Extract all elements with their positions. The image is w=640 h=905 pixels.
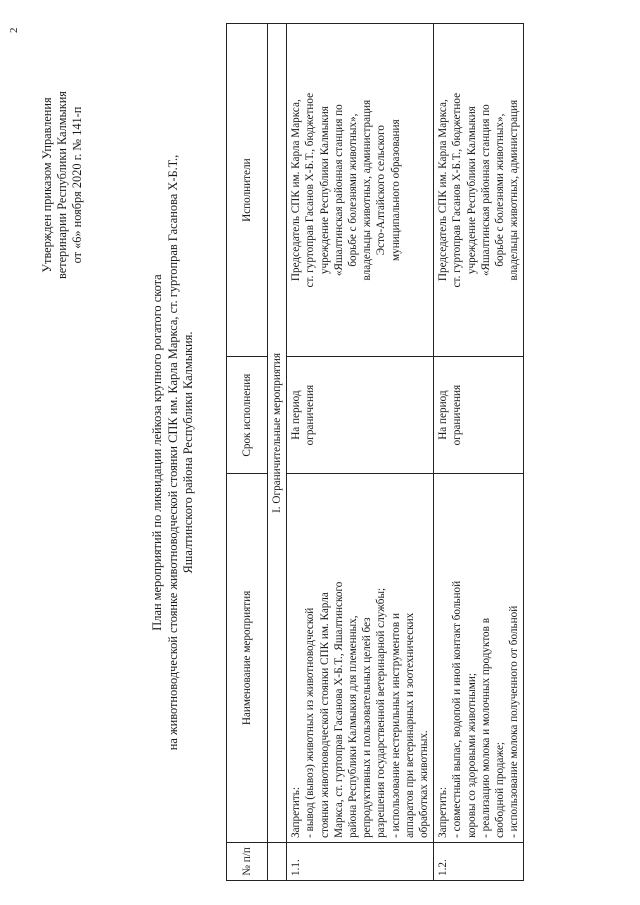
header-executors: Исполнители (227, 24, 268, 357)
executors-cell (434, 24, 524, 357)
term-line: ограничения (304, 384, 317, 446)
measure-line: свободной продаже; (494, 741, 507, 838)
executor-line: ст. гуртоправ Гасанов Х-Б.Т., бюджетное (304, 92, 317, 288)
executor-line: борьбе с болезнями животных», (494, 113, 507, 267)
approval-stamp (40, 35, 85, 335)
header-term: Срок исполнения (227, 357, 268, 474)
section-spacer (268, 842, 287, 880)
measure-line: - совместный выпас, водопой и иной контакт больной (451, 580, 464, 838)
row-number: 1.1. (287, 842, 434, 880)
approval-line: Утвержден приказом Управления (40, 97, 54, 273)
measure-name (434, 473, 524, 842)
executor-line: владельцы животных, администрация (508, 99, 521, 281)
term-line: ограничения (451, 384, 464, 446)
table-row (434, 24, 524, 881)
measure-name (287, 473, 434, 842)
executor-line: «Яшалтинская районная станция по (479, 104, 492, 277)
executor-line: муниципального образования (389, 119, 402, 261)
measure-line: Запретить: (290, 786, 303, 838)
approval-line: ветеринарии Республики Калмыкия (55, 91, 69, 279)
measure-line: - использование молока полученного от больной (508, 605, 521, 838)
measure-line: района Республики Калмыкия для племенных, (347, 615, 360, 838)
header-num: № п/п (227, 842, 268, 880)
executor-line: владельцы животных, администрация (361, 99, 374, 281)
executor-line: ст. гуртоправ Гасанов Х-Б.Т., бюджетное (451, 92, 464, 288)
page-number: 2 (8, 27, 20, 33)
executor-line: Председатель СПК им. Карла Маркса, (290, 99, 303, 282)
measure-line: репродуктивных и пользовательных целей без (361, 617, 374, 838)
section-row (268, 24, 287, 881)
measure-line: - реализацию молока и молочных продуктов в (479, 617, 492, 838)
table-header-row (227, 24, 268, 881)
executor-line: борьбе с болезнями животных», (347, 113, 360, 267)
term-cell (287, 357, 434, 474)
measure-line: - вывод (вывоз) животных из животноводческой (304, 607, 317, 838)
section-title: I. Ограничительные мероприятия (268, 24, 287, 843)
measure-line: - использование нестерильных инструментов и (389, 613, 402, 838)
measure-line: Маркса, ст. гуртоправ Гасанова Х-Б.Т., Яшалтинского (332, 581, 345, 838)
title-line: Яшалтинского района Республики Калмыкия. (181, 331, 195, 574)
measure-line: разрешения государственной ветеринарной службы; (375, 587, 388, 838)
measure-line: коровы со здоровыми животными; (465, 673, 478, 838)
executor-line: Председатель СПК им. Карла Маркса, (437, 99, 450, 282)
table-row (287, 24, 434, 881)
term-line: На период (290, 390, 303, 440)
executor-line: «Яшалтинская районная станция по (332, 104, 345, 277)
executor-line: учреждение Республики Калмыкия (318, 106, 331, 275)
executor-line: Эсто-Алтайского сельского (375, 125, 388, 256)
executor-line: учреждение Республики Калмыкия (465, 106, 478, 275)
header-name: Наименование мероприятия (227, 473, 268, 842)
executors-cell (287, 24, 434, 357)
measure-line: обработках животных. (418, 730, 431, 838)
plan-table (226, 23, 524, 881)
title-line: План мероприятий по ликвидации лейкоза крупного рогатого скота (150, 274, 164, 631)
term-line: На период (437, 390, 450, 440)
measure-line: Запретить: (437, 786, 450, 838)
approval-line: от «6» ноября 2020 г. № 141-п (70, 106, 84, 264)
row-number: 1.2. (434, 842, 524, 880)
measure-line: аппаратов при ветеринарных и зоотехнических (403, 612, 416, 838)
measure-line: стоянки животноводческой стоянки СПК им. Карла (318, 592, 331, 838)
document-title (150, 25, 197, 880)
term-cell (434, 357, 524, 474)
title-line: на животноводческой стоянке животноводческой стоянки СПК им. Карла Маркса, ст. гуртоправ Гасанова Х-Б.Т., (165, 154, 180, 751)
